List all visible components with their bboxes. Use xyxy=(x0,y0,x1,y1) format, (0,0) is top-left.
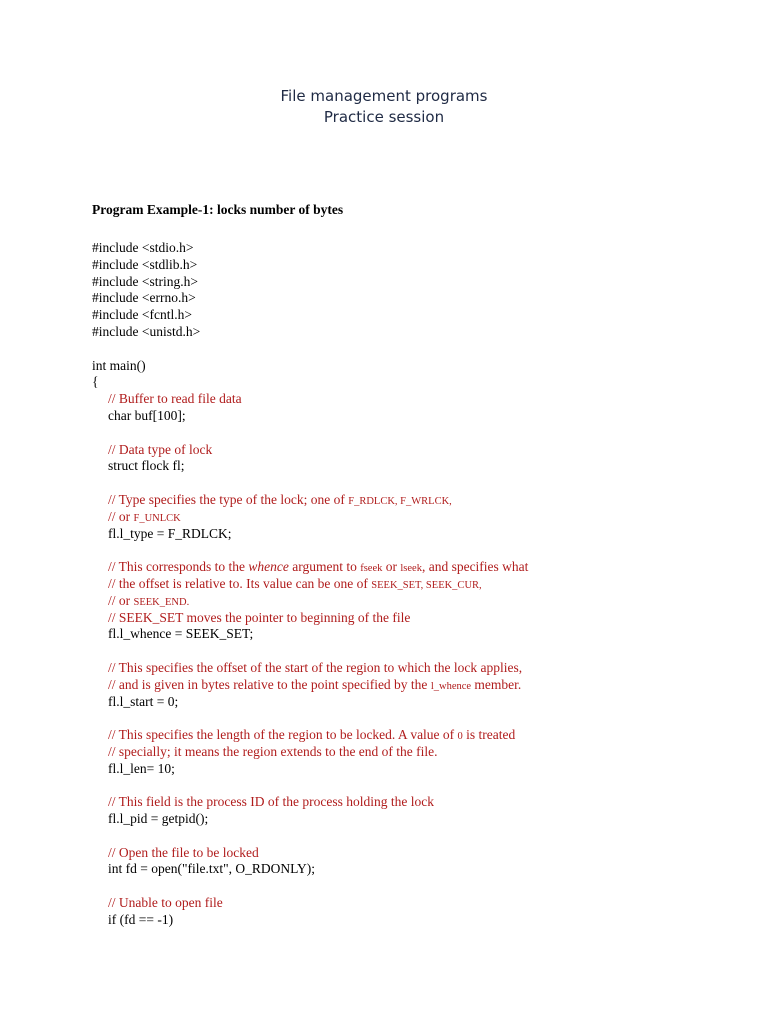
code-comment xyxy=(92,727,752,744)
include-line: #include <string.h> xyxy=(92,273,198,289)
include-line: #include <stdio.h> xyxy=(92,240,194,255)
blank-line xyxy=(92,710,752,727)
blank-line xyxy=(92,425,752,442)
code-comment: // Buffer to read file data xyxy=(108,391,242,407)
comment-code-term: lseek xyxy=(400,563,422,575)
blank-line xyxy=(92,542,752,559)
code-statement: char buf[100]; xyxy=(108,407,186,423)
include-line: #include <unistd.h> xyxy=(92,323,201,339)
code-statement: fl.l_len= 10; xyxy=(108,760,175,776)
blank-line xyxy=(92,828,752,845)
comment-text: // and is given in bytes relative to the point specified by the xyxy=(108,676,431,692)
comment-code-term: SEEK_SET, SEEK_CUR, xyxy=(371,579,482,591)
document-title xyxy=(0,86,768,128)
comment-text: member. xyxy=(471,676,522,692)
code-comment: // specially; it means the region extends to the end of the file. xyxy=(108,743,438,759)
blank-line xyxy=(92,878,752,895)
code-comment: // SEEK_SET moves the pointer to beginning of the file xyxy=(108,609,411,625)
comment-text: is treated xyxy=(462,727,516,743)
blank-line xyxy=(92,778,752,795)
comment-text: , and specifies what xyxy=(421,559,529,575)
code-statement: int fd = open("file.txt", O_RDONLY); xyxy=(108,861,316,877)
code-comment: // Open the file to be locked xyxy=(108,844,259,860)
blank-line xyxy=(92,341,752,358)
comment-text: // Type specifies the type of the lock; one of xyxy=(108,491,349,507)
program-heading: Program Example-1: locks number of bytes xyxy=(92,202,344,217)
comment-code-term: l_whence xyxy=(430,680,472,692)
blank-line xyxy=(92,475,752,492)
code-statement: fl.l_pid = getpid(); xyxy=(108,811,209,827)
code-comment: // This specifies the offset of the start of the region to which the lock applies, xyxy=(108,659,523,675)
comment-text: // or xyxy=(108,592,134,608)
comment-emphasis: whence xyxy=(248,559,289,575)
code-comment xyxy=(92,509,752,526)
code-statement: fl.l_start = 0; xyxy=(108,693,179,709)
code-statement: fl.l_type = F_RDLCK; xyxy=(108,525,232,541)
include-line: #include <errno.h> xyxy=(92,290,196,306)
code-comment: // Unable to open file xyxy=(108,895,223,911)
comment-text: // This specifies the length of the region to be locked. A value of xyxy=(108,727,458,743)
code-statement: struct flock fl; xyxy=(108,458,185,474)
title-line-1: File management programs xyxy=(280,87,488,105)
main-signature: int main() xyxy=(92,357,146,373)
code-comment xyxy=(92,677,752,694)
code-statement: if (fd == -1) xyxy=(108,911,174,927)
code-statement: fl.l_whence = SEEK_SET; xyxy=(108,626,254,642)
code-listing xyxy=(92,240,752,929)
comment-text: argument to xyxy=(288,559,361,575)
comment-text: // This corresponds to the xyxy=(108,559,249,575)
comment-code-term: 0 xyxy=(457,731,463,743)
comment-code-term: SEEK_END. xyxy=(133,596,190,608)
code-comment xyxy=(92,559,752,576)
include-line: #include <fcntl.h> xyxy=(92,307,192,323)
code-comment xyxy=(92,492,752,509)
code-comment: // This field is the process ID of the process holding the lock xyxy=(108,794,434,810)
title-line-2: Practice session xyxy=(323,108,445,126)
comment-code-term: fseek xyxy=(360,563,383,575)
comment-text: // or xyxy=(108,508,134,524)
include-line: #include <stdlib.h> xyxy=(92,256,198,272)
code-comment xyxy=(92,593,752,610)
code-comment: // Data type of lock xyxy=(108,441,213,457)
comment-code-term: F_RDLCK, F_WRLCK, xyxy=(348,495,452,507)
comment-text: // the offset is relative to. Its value can be one of xyxy=(108,575,372,591)
blank-line xyxy=(92,643,752,660)
open-brace: { xyxy=(92,374,99,390)
comment-code-term: F_UNLCK xyxy=(133,512,181,524)
code-comment xyxy=(92,576,752,593)
comment-text: or xyxy=(382,559,401,575)
